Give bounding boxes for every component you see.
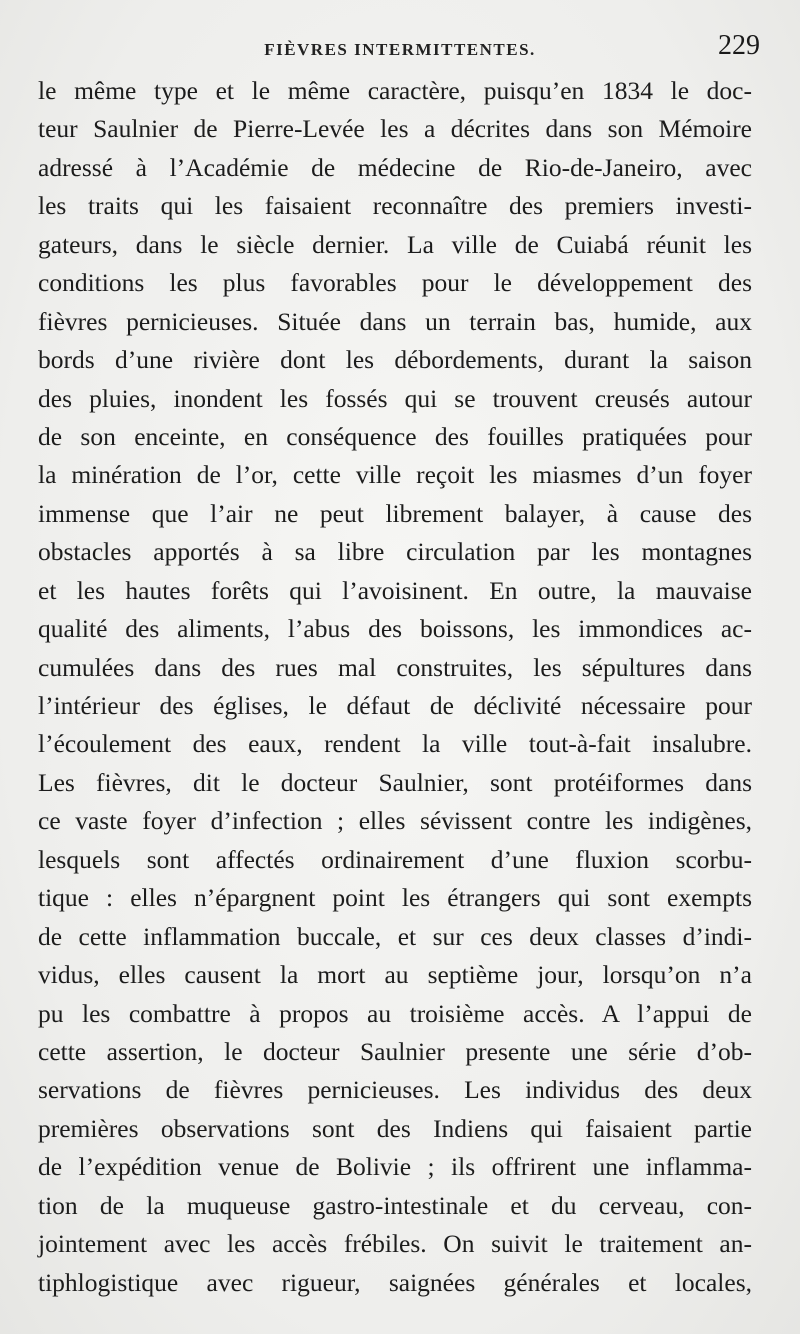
text-line: l’écoulement des eaux, rendent la ville tout-à-fait insalubre. xyxy=(38,729,752,759)
text-line: immense que l’air ne peut librement balayer, à cause des xyxy=(38,498,752,528)
text-line: tiphlogistique avec rigueur, saignées générales et locales, xyxy=(38,1267,752,1297)
text-line: des pluies, inondent les fossés qui se trouvent creusés autour xyxy=(38,383,752,413)
text-line: qualité des aliments, l’abus des boissons, les immondices ac- xyxy=(38,614,752,644)
running-title: FIÈVRES INTERMITTENTES. xyxy=(264,40,536,59)
text-line: pu les combattre à propos au troisième accès. A l’appui de xyxy=(38,998,752,1028)
text-line: Les fièvres, dit le docteur Saulnier, sont protéiformes dans xyxy=(38,767,752,797)
text-line: cette assertion, le docteur Saulnier presente une série d’ob- xyxy=(38,1036,752,1066)
text-line: l’intérieur des églises, le défaut de déclivité nécessaire pour xyxy=(38,691,752,720)
text-line: de cette inflammation buccale, et sur ces deux classes d’indi- xyxy=(38,921,752,951)
text-line: de son enceinte, en conséquence des fouilles pratiquées pour xyxy=(38,421,752,451)
text-line: gateurs, dans le siècle dernier. La ville de Cuiabá réunit les xyxy=(38,229,752,259)
text-line: la minération de l’or, cette ville reçoit les miasmes d’un foyer xyxy=(38,460,752,490)
text-line: servations de fièvres pernicieuses. Les individus des deux xyxy=(38,1075,752,1105)
text-line: bords d’une rivière dont les débordements, durant la saison xyxy=(38,345,752,375)
text-line: fièvres pernicieuses. Située dans un terrain bas, humide, aux xyxy=(38,306,752,336)
text-line: jointement avec les accès frébiles. On suivit le traitement an- xyxy=(38,1229,752,1259)
text-line: tion de la muqueuse gastro-intestinale et du cerveau, con- xyxy=(38,1190,752,1220)
text-line: obstacles apportés à sa libre circulation par les montagnes xyxy=(38,537,752,567)
text-line: de l’expédition venue de Bolivie ; ils offrirent une inflamma- xyxy=(38,1152,752,1182)
text-line: lesquels sont affectés ordinairement d’une fluxion scorbu- xyxy=(38,844,752,874)
text-line: les traits qui les faisaient reconnaître des premiers investi- xyxy=(38,191,752,221)
text-line: ce vaste foyer d’infection ; elles sévissent contre les indigènes, xyxy=(38,806,752,836)
text-line: cumulées dans des rues mal construites, les sépultures dans xyxy=(38,652,752,682)
text-line: teur Saulnier de Pierre-Levée les a décrites dans son Mémoire xyxy=(38,114,752,144)
text-line: vidus, elles causent la mort au septième jour, lorsqu’on n’a xyxy=(38,960,752,990)
page-header xyxy=(40,30,760,70)
text-line: conditions les plus favorables pour le développement des xyxy=(38,268,752,298)
page-number: 229 xyxy=(718,30,760,61)
text-line: et les hautes forêts qui l’avoisinent. En outre, la mauvaise xyxy=(38,575,752,605)
text-line: adressé à l’Académie de médecine de Rio-de-Janeiro, avec xyxy=(38,152,752,182)
text-line: premières observations sont des Indiens qui faisaient partie xyxy=(38,1113,752,1143)
text-line: le même type et le même caractère, puisqu’en 1834 le doc- xyxy=(38,76,752,105)
text-line: tique : elles n’épargnent point les étrangers qui sont exempts xyxy=(38,883,752,913)
body-text xyxy=(38,72,752,1302)
